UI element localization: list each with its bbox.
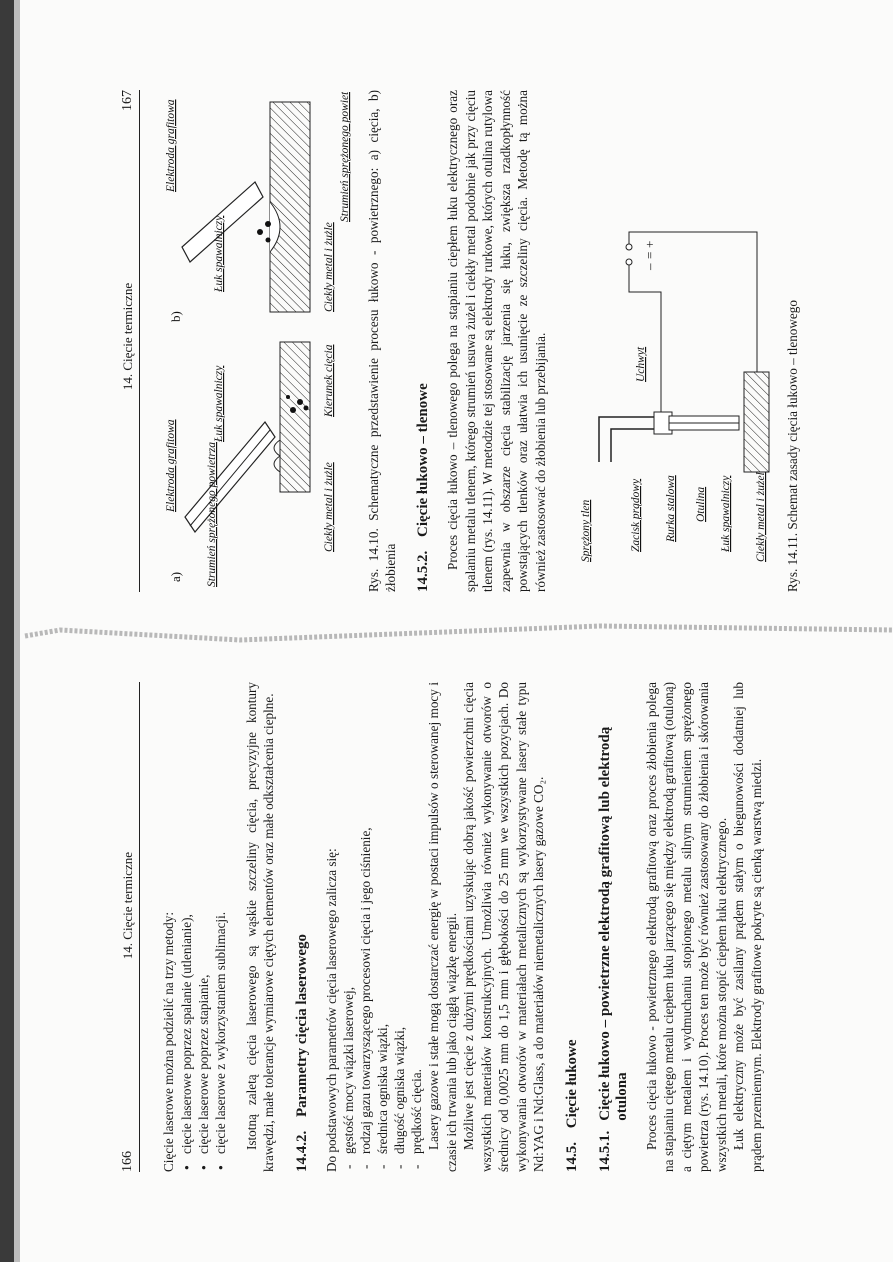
diagram-a-electrode [185, 422, 275, 532]
list-item: ● cięcie laserowe z wykorzystaniem sublimacji. [212, 682, 229, 1172]
page-167 [0, 0, 893, 622]
figure-caption-14-10: Rys. 14.10. Schematyczne przedstawienie procesu łukowo - powietrznego: a) cięcia, b) żłobienia [366, 90, 398, 592]
methods-intro: Cięcie laserowe można podzielić na trzy metody: [161, 912, 176, 1172]
label-arc-11: Łuk spawalniczy [720, 475, 732, 552]
cutting-speed-paragraph: Możliwe jest cięcie z dużymi prędkościami uzyskując dobrą jakość powierzchni cięcia wszystkich materiałów konstrukcyjnych. Umożliwia również wykonywanie otworów o średnicy od 0,0025 mm do 1,5 mm i głębokości do 25 mm we wszystkich pozycjach. Do wykonywania otworów w materiałach metalicznych są wykorzystywane lasery stałe typu Nd:YAG i Nd:Glass, a do materiałów niemetalicznych lasery gazowe CO₂. [461, 682, 546, 1172]
label-steel-tube: Rurka stalowa [665, 475, 677, 542]
diagram-circuit [626, 232, 757, 412]
arc-oxygen-paragraph: Proces cięcia łukowo – tlenowego polega na stapianiu ciepłem łuku elektrycznego oraz spalaniu metalu tlenem, którego strumień usuwa żużel i ciekły metal podobnie jak przy cięciu tlenem (rys. 14.11). W metodzie tej stosowane są elektrody rurkowe, których otulina rutylowa zapewnia w obszarze cięcia stabilizację jarzenia się łuku, zwiększa rzadkopłynność powstających tlenków oraz ułatwia ich usunięcie ze szczeliny cięcia. Metodę tą można również zastosować do żłobienia lub przebijania. [445, 90, 548, 592]
label-liquid-metal-11: Ciekły metal i żużel [755, 472, 767, 562]
running-header-text: 14. Cięcie termiczne [120, 282, 135, 391]
list-item: ● cięcie laserowe poprzez spalanie (utlenianie), [178, 682, 195, 1172]
label-minus: – [642, 263, 657, 270]
figure-14-11 [549, 92, 779, 592]
advantage-paragraph: Istotną zaletą cięcia laserowego są wąskie szczeliny cięcia, precyzyjne kontury krawędzi, małe tolerancje wymiarowe ciętych elementów oraz małe odkształcenia cieplne. [243, 682, 276, 1172]
section-heading-14-4-2: 14.4.2. Parametry cięcia laserowego [293, 934, 310, 1172]
figure-14-10 [160, 92, 360, 592]
label-liquid-metal-a: Ciekły metal i żużle [323, 462, 335, 552]
arc-current-paragraph: Łuk elektryczny może być zasilany prądem stałym o biegunowości dodatniej lub prądem przemiennym. Elektrody grafitowe pokryte są cienką warstwą miedzi. [731, 682, 764, 1172]
air-arc-paragraph: Proces cięcia łukowo - powietrznego elektrodą grafitową oraz proces żłobienia polega na stapianiu ciętego metalu ciepłem łuku jarzącego się między elektrodą grafitową (otuloną) a ciętym metalem i wydmuchaniu stopionego metalu silnym strumieniem sprężonego powietrza (rys. 14.10). Proces ten może być również zastosowany do żłobienia i skórowania wszystkich metali, które można stopić ciepłem łuku elektrycznego. [643, 682, 729, 1172]
panel-b-label: b) [168, 311, 183, 322]
diagram-a-workpiece [274, 342, 310, 492]
label-electrode-b: Elektroda grafitowa [165, 99, 177, 192]
running-header-right [120, 90, 140, 592]
list-item: ● cięcie laserowe poprzez stapianie, [195, 682, 212, 1172]
label-arc-b: Łuk spawalniczy [213, 215, 225, 292]
label-air-stream-b: Strumień sprężonego powietrza [339, 92, 351, 222]
page-166 [0, 642, 893, 1262]
figure-caption-14-11: Rys. 14.11. Schemat zasady cięcia łukowo – tlenowego [785, 300, 800, 592]
list-item: - średnica ogniska wiązki, [374, 682, 391, 1172]
label-arc-a: Łuk spawalniczy [213, 365, 225, 442]
page-number: 166 [120, 1151, 135, 1172]
label-air-stream-a: Strumień sprężonego powietrza [206, 441, 218, 587]
label-oxygen: Sprężony tlen [580, 499, 592, 562]
list-item: - prędkość cięcia. [408, 682, 425, 1172]
diagram-oxygen-tube [599, 412, 739, 462]
label-liquid-metal-b: Ciekły metal i żużle [323, 222, 335, 312]
label-coating: Otulina [695, 486, 707, 522]
label-holder: Uchwyt [635, 346, 647, 382]
lasers-paragraph: Lasery gazowe i stałe mogą dostarczać energię w postaci impulsów o sterowanej mocy i czasie ich trwania lub jako ciągłą wiązkę energii. [426, 682, 459, 1172]
label-clamp: Zacisk prądowy [630, 478, 642, 552]
running-header-text: 14. Cięcie termiczne [120, 852, 135, 960]
running-header-left [120, 682, 140, 1172]
list-item: - długość ogniska wiązki, [391, 682, 408, 1172]
methods-list [178, 682, 229, 1172]
diagram-workpiece-11 [744, 372, 769, 472]
label-plus: + [642, 240, 657, 248]
params-intro: Do podstawowych parametrów cięcia laserowego zalicza się: [323, 848, 339, 1172]
label-direction-a: Kierunek cięcia [323, 344, 335, 417]
label-electrode-a: Elektroda grafitowa [165, 419, 177, 512]
section-heading-14-5-2: 14.5.2. Cięcie łukowo – tlenowe [415, 383, 431, 592]
label-equals: = [642, 251, 657, 259]
diagram-b-workpiece [270, 102, 310, 312]
list-item: - rodzaj gazu towarzyszącego procesowi cięcia i jego ciśnienie, [357, 682, 374, 1172]
section-heading-14-5-1: 14.5.1. Cięcie łukowo – powietrzne elektrodą grafitową lub elektrodą otulona [596, 726, 630, 1172]
params-list [340, 682, 425, 1172]
panel-a-label: a) [168, 571, 183, 582]
page-number: 167 [120, 90, 135, 112]
diagram-b-sparks [257, 221, 271, 243]
list-item: - gęstość mocy wiązki laserowej, [340, 682, 357, 1172]
section-heading-14-5: 14.5. Cięcie łukowe [563, 1039, 580, 1172]
